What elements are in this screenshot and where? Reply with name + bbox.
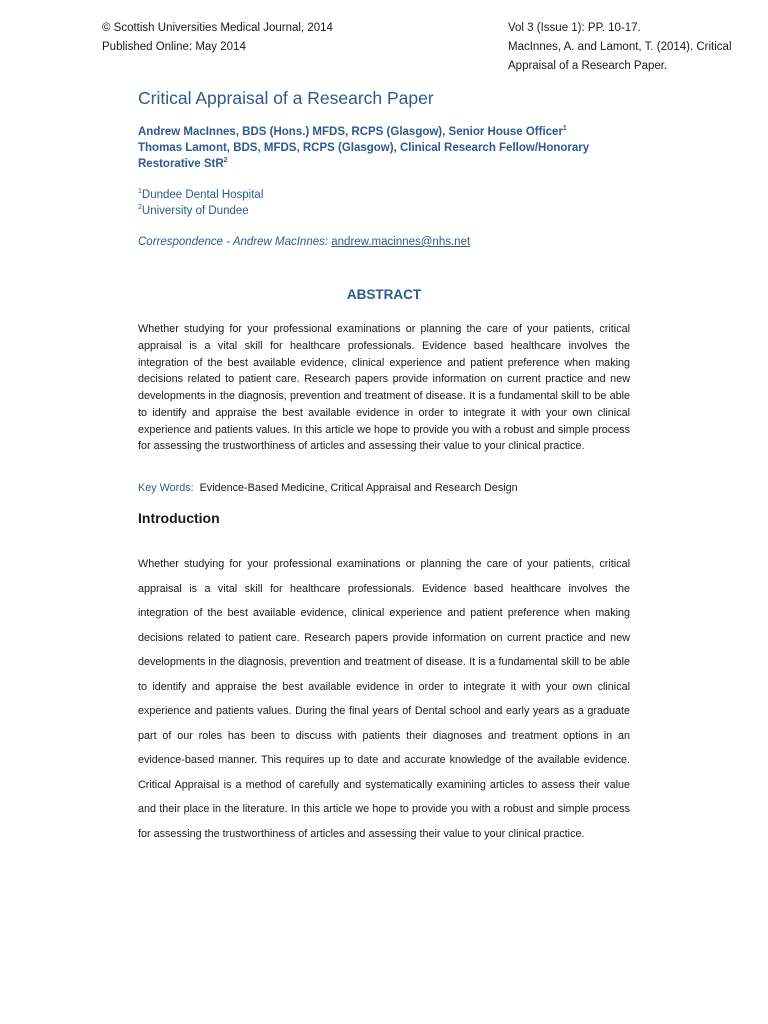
correspondence-email-link[interactable]: andrew.macinnes@nhs.net <box>331 236 471 248</box>
author-1 <box>138 124 618 140</box>
introduction-text: Whether studying for your professional examinations or planning the care of your patients, critical appraisal is a vital skill for healthcare professionals. Evidence based healthcare involves the integration of the best available evidence, clinical experience and patient preference when making decisions related to patient care. Research papers provide information on current practice and new developments in the diagnosis, prevention and treatment of disease. It is a fundamental skill to be able to identify and appraise the best available evidence in order to integrate it with your own clinical experience and patients values. During the final years of Dental school and early years as a graduate part of our roles has been to discuss with patients their diagnoses and treatment options in an evidence-based manner. This requires up to date and accurate knowledge of the available evidence. Critical Appraisal is a method of carefully and systematically examining articles to assess their value and their place in the literature. In this article we hope to provide you with a robust and simple process for assessing the trustworthiness of articles and assessing their value to your clinical practice. <box>138 558 630 840</box>
correspondence <box>138 236 470 248</box>
journal-header-right <box>508 19 758 76</box>
affiliation-1-marker: 1 <box>138 188 142 196</box>
author-2-role: Restorative StR <box>138 158 224 170</box>
journal-copyright: © Scottish Universities Medical Journal, 2014 <box>102 22 333 34</box>
author-2-line-1: Thomas Lamont, BDS, MFDS, RCPS (Glasgow), Clinical Research Fellow/Honorary <box>138 142 590 154</box>
affiliations <box>138 187 263 219</box>
keywords <box>138 482 518 494</box>
abstract-text: Whether studying for your professional examinations or planning the care of your patients, critical appraisal is a vital skill for healthcare professionals. Evidence based healthcare involves the integration of the best available evidence, clinical experience and patient preference when making decisions related to patient care. Research papers provide information on current practice and new developments in the diagnosis, prevention and treatment of disease. It is a fundamental skill to be able to identify and appraise the best available evidence in order to integrate it with your own clinical experience and patients values. In this article we hope to provide you with a robust and simple process for assessing the trustworthiness of articles and assessing their value to your clinical practice. <box>138 323 630 453</box>
abstract-heading: ABSTRACT <box>346 287 422 302</box>
publication-date: Published Online: May 2014 <box>102 41 246 53</box>
keywords-value: Evidence-Based Medicine, Critical Appraisal and Research Design <box>199 482 518 494</box>
citation: MacInnes, A. and Lamont, T. (2014). Critical Appraisal of a Research Paper. <box>508 41 732 72</box>
author-1-name: Andrew MacInnes, BDS (Hons.) MFDS, RCPS (Glasgow), Senior House Officer <box>138 126 563 138</box>
author-1-affil-marker: 1 <box>562 125 567 133</box>
correspondence-label: Correspondence - Andrew MacInnes: <box>138 236 332 248</box>
affiliation-2-marker: 2 <box>138 204 142 212</box>
affiliation-2 <box>138 203 263 219</box>
author-list <box>138 124 618 172</box>
affiliation-2-name: University of Dundee <box>141 205 249 217</box>
journal-header-left <box>102 19 333 57</box>
affiliation-1-name: Dundee Dental Hospital <box>141 189 264 201</box>
introduction-heading: Introduction <box>138 510 220 526</box>
volume-issue: Vol 3 (Issue 1): PP. 10-17. <box>508 22 641 34</box>
author-2-affil-marker: 2 <box>223 157 228 165</box>
affiliation-1 <box>138 187 263 203</box>
author-2-line-2 <box>138 156 618 172</box>
paper-title: Critical Appraisal of a Research Paper <box>138 88 434 108</box>
keywords-label: Key Words: <box>138 482 194 494</box>
